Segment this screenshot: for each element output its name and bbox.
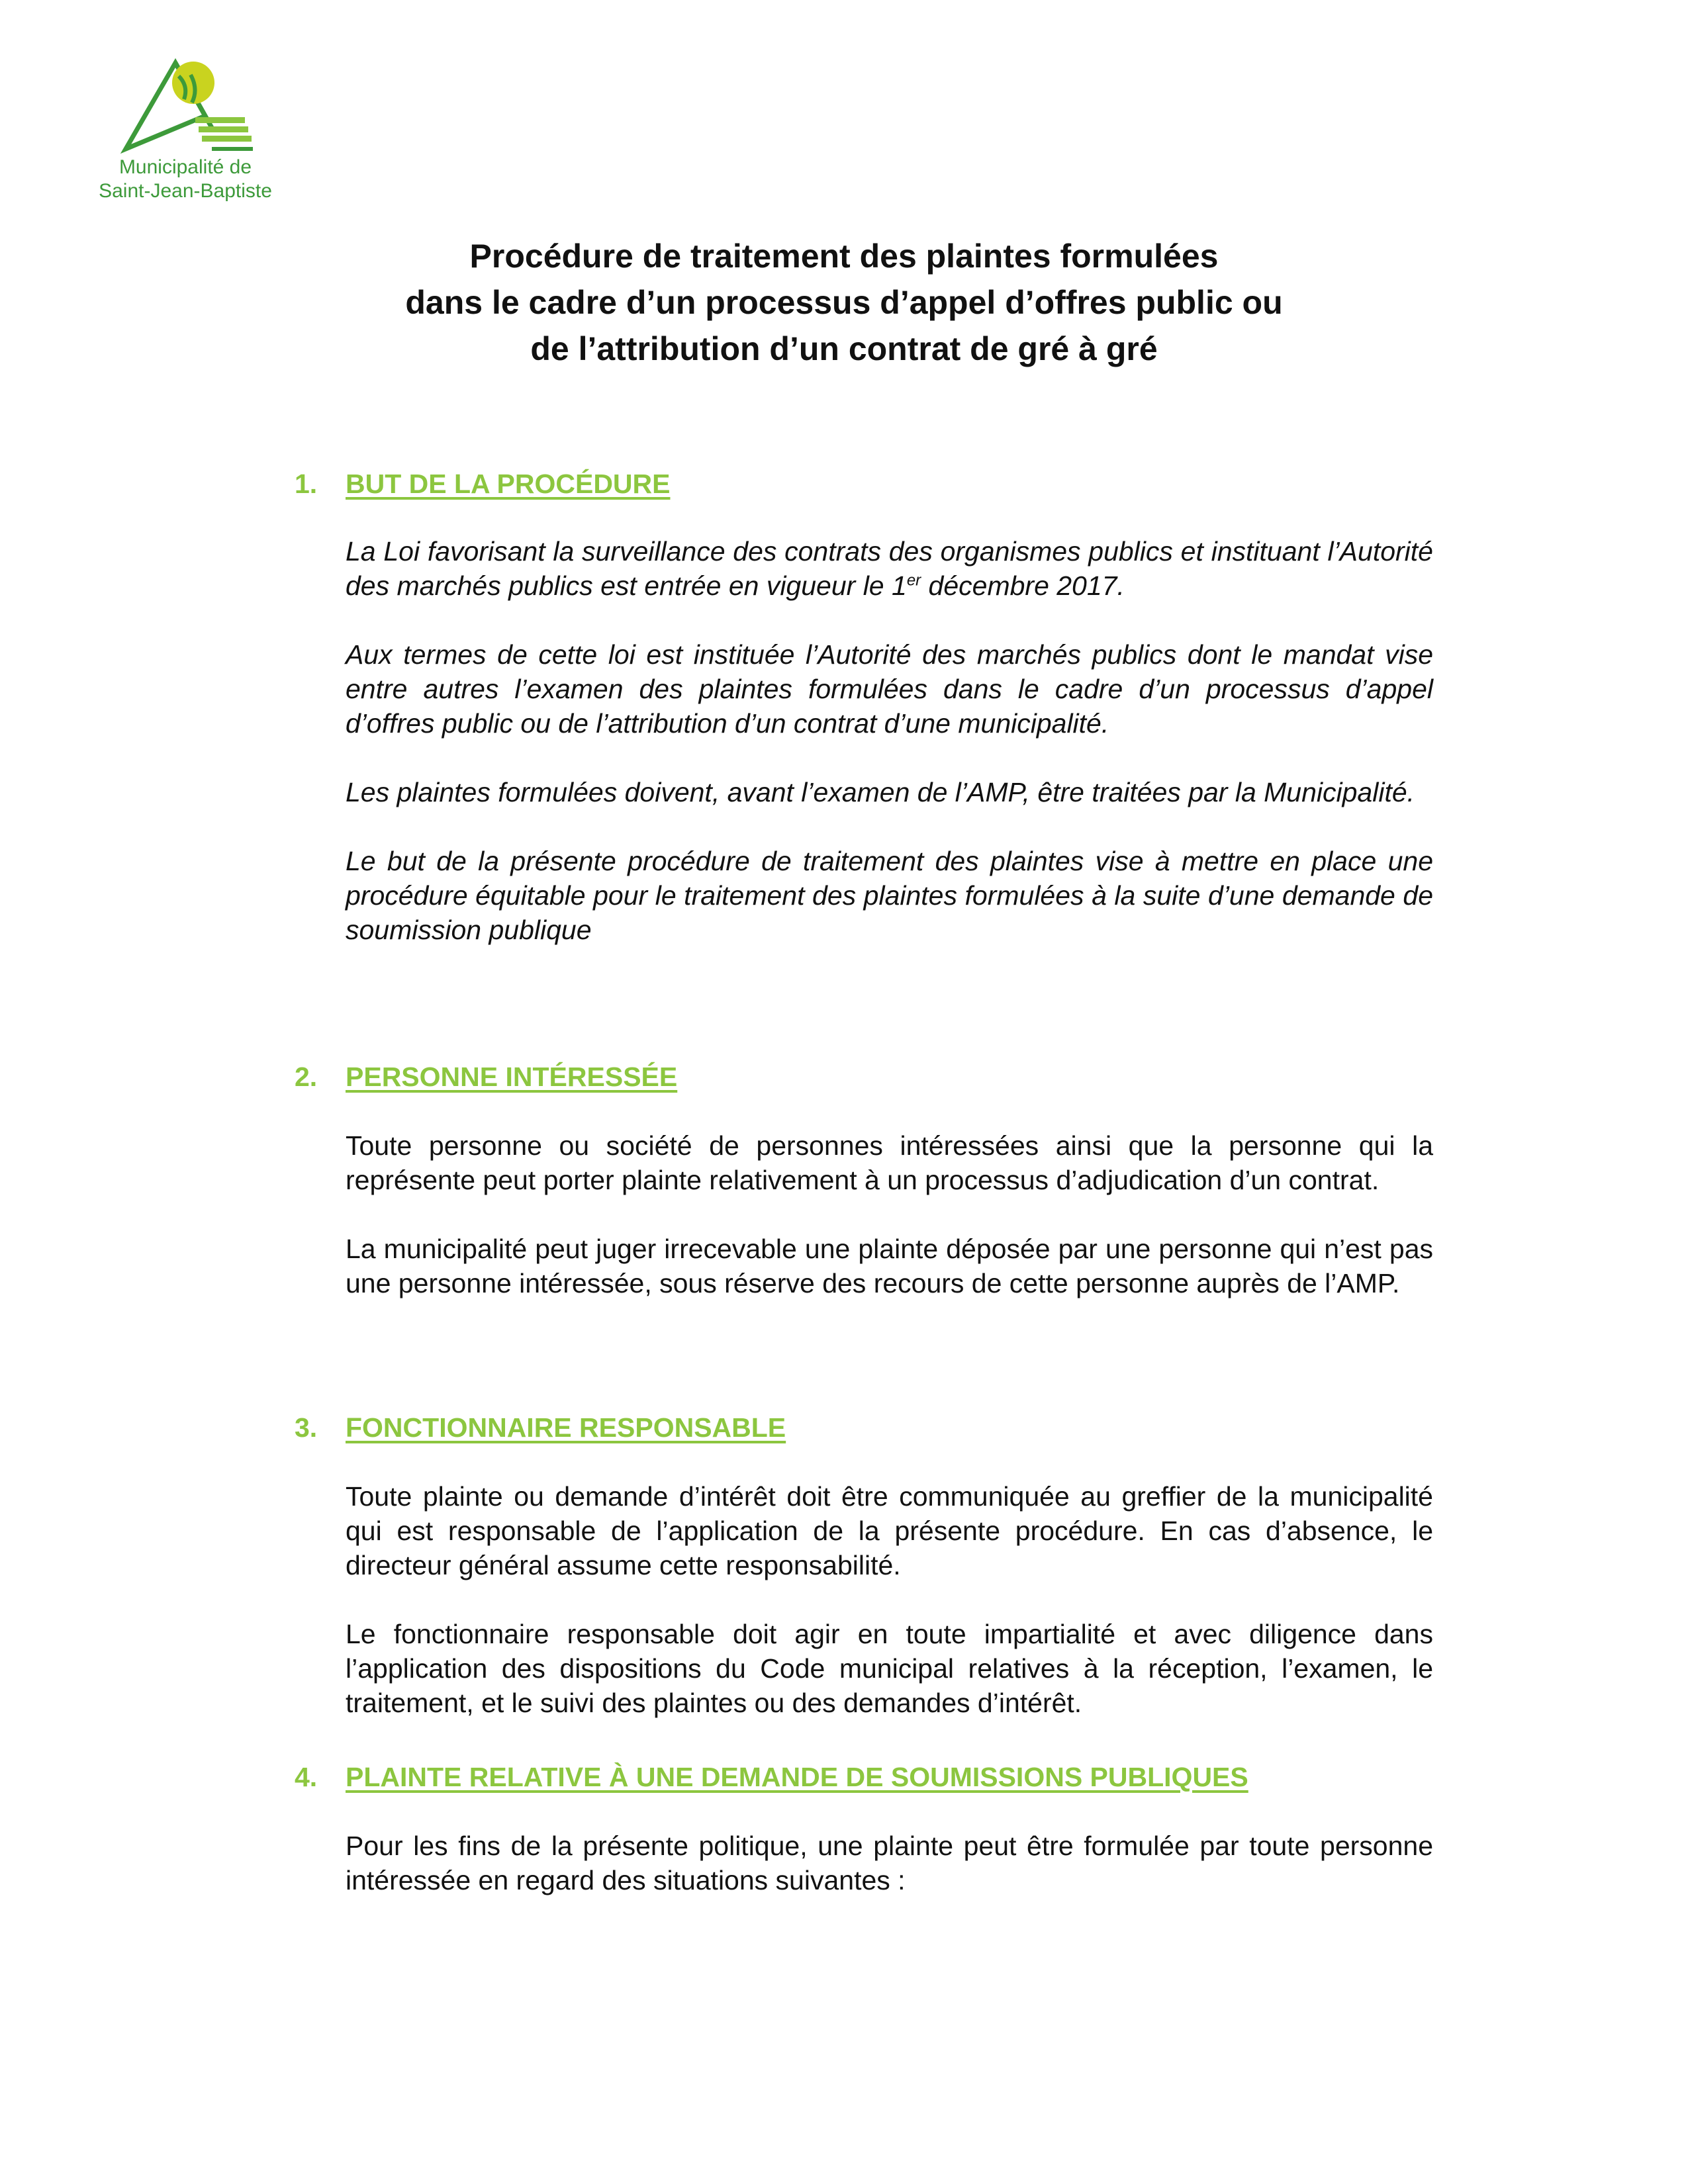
paragraph: La municipalité peut juger irrecevable une plainte déposée par une personne qui n’est pas une personne intéressée, sous réserve des recours de cette personne auprès de l’AMP. bbox=[346, 1234, 1433, 1298]
section-2 bbox=[295, 1060, 1433, 1328]
document-title bbox=[0, 233, 1688, 372]
section-number: 4. bbox=[295, 1762, 318, 1792]
section-title: FONCTIONNAIRE RESPONSABLE bbox=[346, 1412, 786, 1443]
section-title: BUT DE LA PROCÉDURE bbox=[346, 469, 671, 499]
paragraph: Toute plainte ou demande d’intérêt doit être communiquée au greffier de la municipalité qui est responsable de l’application de la présente procédure. En cas d’absence, le directeur général assume cette responsabilité. bbox=[346, 1481, 1433, 1580]
section-1 bbox=[295, 467, 1433, 974]
title-line-2: dans le cadre d’un processus d’appel d’offres public ou bbox=[405, 284, 1283, 321]
section-4 bbox=[295, 1760, 1433, 1925]
paragraph: Le but de la présente procédure de traitement des plaintes vise à mettre en place une procédure équitable pour le traitement des plaintes formulées à la suite d’une demande de soumission publique bbox=[346, 846, 1433, 945]
municipality-logo bbox=[73, 56, 298, 203]
section-3 bbox=[295, 1410, 1433, 1747]
section-number: 3. bbox=[295, 1412, 318, 1443]
section-number: 1. bbox=[295, 469, 318, 499]
logo-line-2: Saint-Jean-Baptiste bbox=[99, 180, 272, 202]
paragraph: La Loi favorisant la surveillance des contrats des organismes publics et instituant l’Autorité des marchés publics est entrée en vigueur le 1er décembre 2017. bbox=[346, 536, 1433, 601]
section-3-heading bbox=[295, 1410, 1433, 1445]
mountain-sun-logo-icon bbox=[113, 56, 258, 156]
section-title: PLAINTE RELATIVE À UNE DEMANDE DE SOUMISSIONS PUBLIQUES bbox=[346, 1762, 1248, 1792]
section-4-heading bbox=[295, 1760, 1433, 1794]
title-line-3: de l’attribution d’un contrat de gré à gré bbox=[530, 330, 1158, 367]
paragraph: Toute personne ou société de personnes intéressées ainsi que la personne qui la représente peut porter plainte relativement à un processus d’adjudication d’un contrat. bbox=[346, 1130, 1433, 1195]
title-line-1: Procédure de traitement des plaintes formulées bbox=[469, 238, 1219, 275]
section-2-heading bbox=[295, 1060, 1433, 1094]
section-number: 2. bbox=[295, 1062, 318, 1092]
logo-line-1: Municipalité de bbox=[118, 156, 252, 178]
section-title: PERSONNE INTÉRESSÉE bbox=[346, 1062, 678, 1092]
section-1-heading bbox=[295, 467, 1433, 501]
paragraph: Le fonctionnaire responsable doit agir en toute impartialité et avec diligence dans l’application des dispositions du Code municipal relatives à la réception, l’examen, le traitement, et le suivi des plaintes ou des demandes d’intérêt. bbox=[346, 1619, 1433, 1718]
paragraph: Pour les fins de la présente politique, une plainte peut être formulée par toute personne intéressée en regard des situations suivantes : bbox=[346, 1831, 1433, 1895]
paragraph: Les plaintes formulées doivent, avant l’examen de l’AMP, être traitées par la Municipalité. bbox=[346, 777, 1415, 807]
paragraph: Aux termes de cette loi est instituée l’Autorité des marchés publics dont le mandat vise entre autres l’examen des plaintes formulées dans le cadre d’un processus d’appel d’offres public ou de l’attribution d’un contrat d’une municipalité. bbox=[346, 639, 1433, 739]
